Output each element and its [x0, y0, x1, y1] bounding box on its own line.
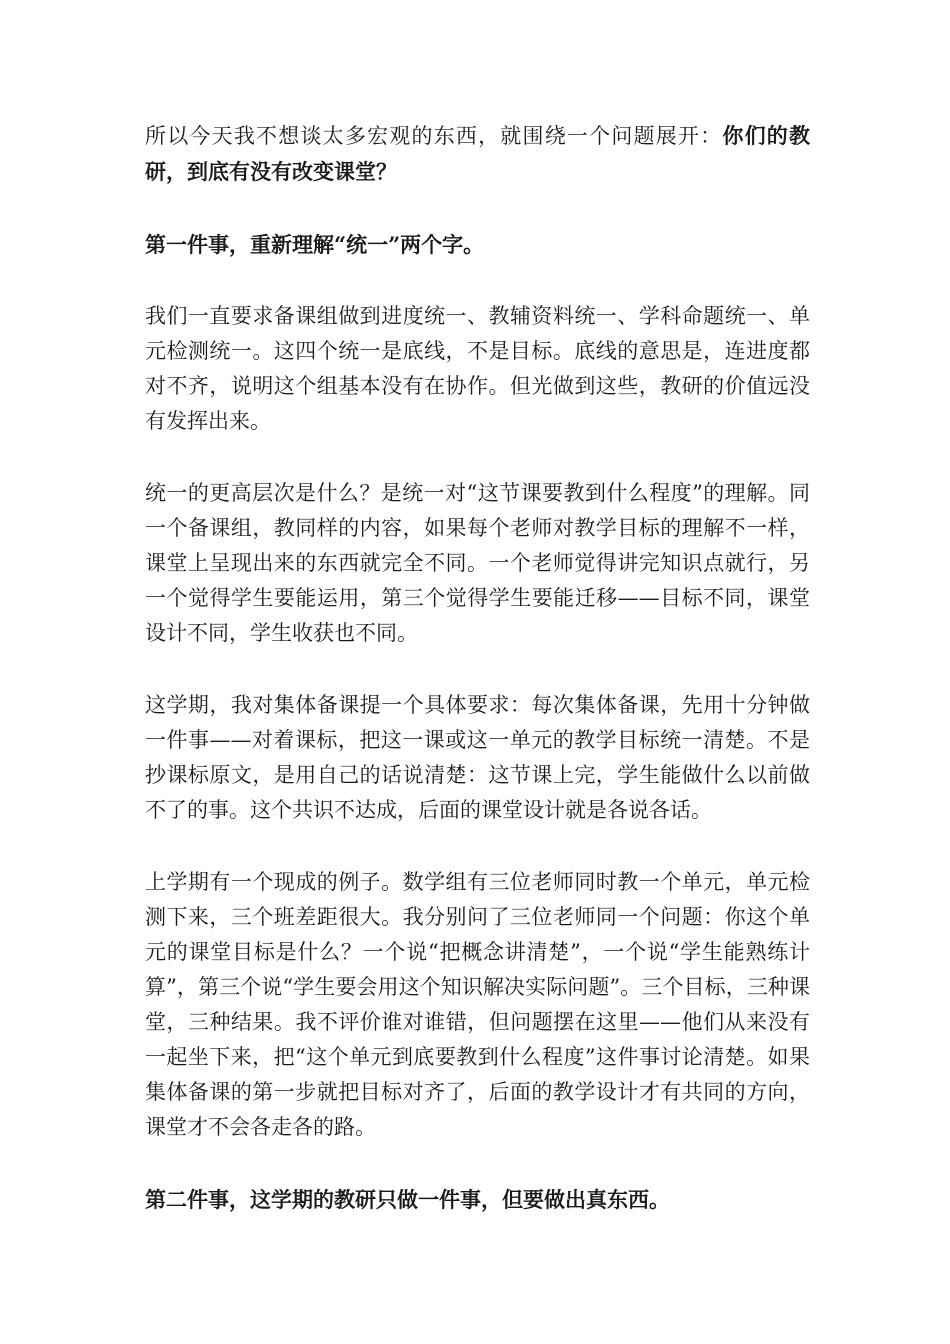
intro-text: 所以今天我不想谈太多宏观的东西，就围绕一个问题展开：	[145, 124, 723, 148]
paragraph-4: 上学期有一个现成的例子。数学组有三位老师同时教一个单元，单元检测下来，三个班差距很大。我分别问了三位老师同一个问题：你这个单元的课堂目标是什么？一个说“把概念讲清楚”，一个说“学生能熟练计算”，第三个说“学生要会用这个知识解决实际问题”。三个目标，三种课堂，三种结果。我不评价谁对谁错，但问题摆在这里——他们从来没有一起坐下来，把“这个单元到底要教到什么程度”这件事讨论清楚。如果集体备课的第一步就把目标对齐了，后面的教学设计才有共同的方向，课堂才不会各走各的路。	[145, 870, 810, 1139]
paragraph-3: 这学期，我对集体备课提一个具体要求：每次集体备课，先用十分钟做一件事——对着课标，把这一课或这一单元的教学目标统一清楚。不是抄课标原文，是用自己的话说清楚：这节课上完，学生能做什么以前做不了的事。这个共识不达成，后面的课堂设计就是各说各话。	[145, 693, 810, 822]
intro-paragraph	[145, 118, 810, 190]
section-heading-2: 第二件事，这学期的教研只做一件事，但要做出真东西。	[145, 1187, 670, 1212]
intro-question: 你们的教研，到底有没有改变课堂？	[145, 123, 811, 184]
section-heading-1: 第一件事，重新理解“统一”两个字。	[145, 232, 485, 257]
paragraph-2: 统一的更高层次是什么？是统一对“这节课要教到什么程度”的理解。同一个备课组，教同样的内容，如果每个老师对教学目标的理解不一样，课堂上呈现出来的东西就完全不同。一个老师觉得讲完知识点就行，另一个觉得学生要能运用，第三个觉得学生要能迁移——目标不同，课堂设计不同，学生收获也不同。	[145, 481, 810, 645]
document-page	[145, 118, 810, 1254]
paragraph-1: 我们一直要求备课组做到进度统一、教辅资料统一、学科命题统一、单元检测统一。这四个统一是底线，不是目标。底线的意思是，连进度都对不齐，说明这个组基本没有在协作。但光做到这些，教研的价值远没有发挥出来。	[145, 304, 810, 433]
